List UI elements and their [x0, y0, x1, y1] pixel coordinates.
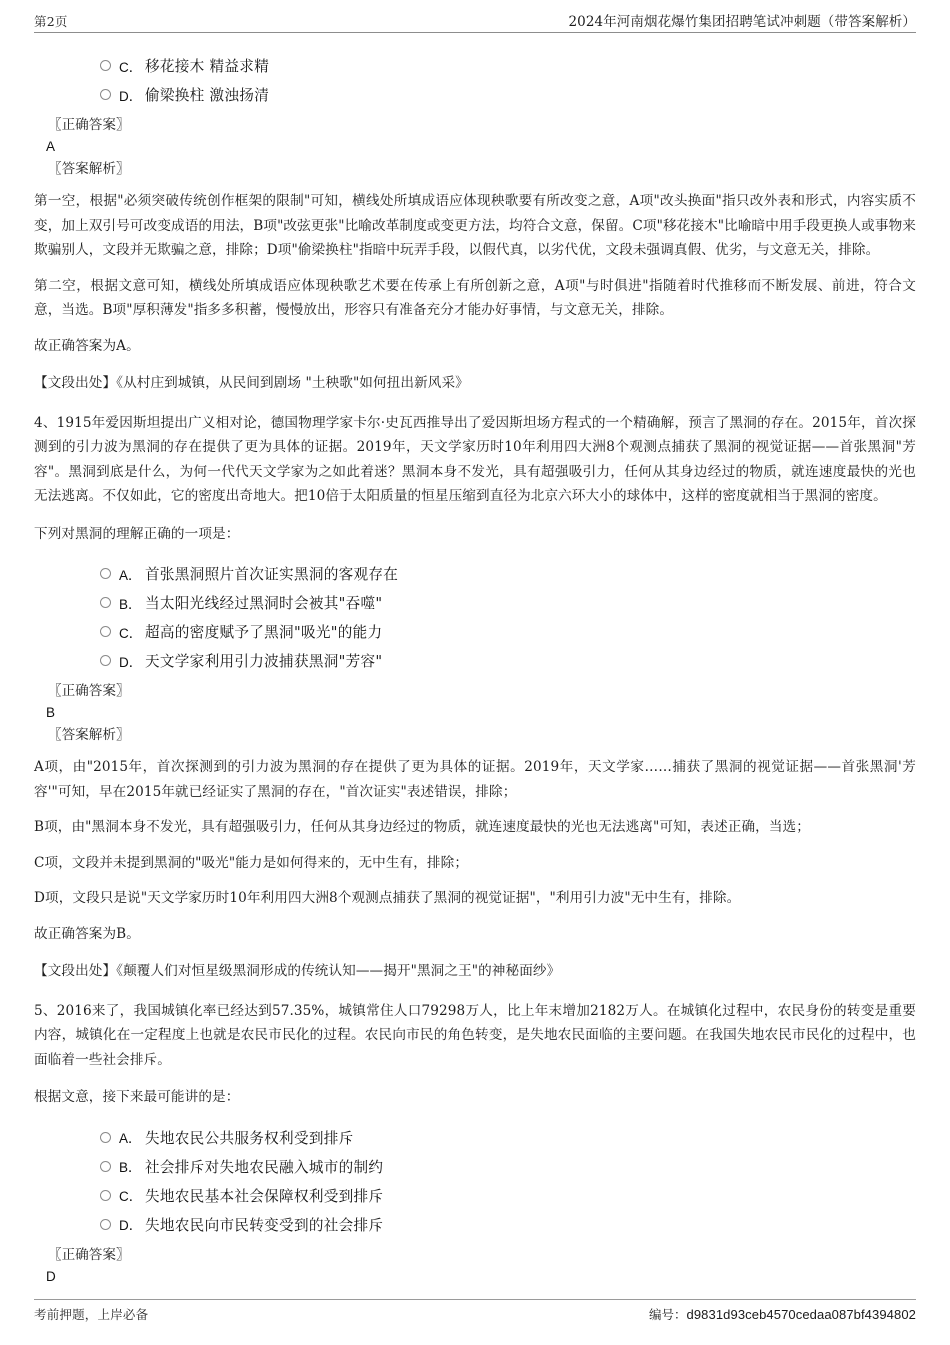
option-letter: C． — [119, 625, 143, 641]
option-letter: B． — [119, 596, 142, 612]
option-row[interactable] — [34, 617, 916, 646]
analysis-paragraph: C项，文段并未提到黑洞的"吸光"能力是如何得来的，无中生有，排除； — [34, 854, 469, 871]
source-label: 【文段出处】 — [34, 963, 117, 979]
option-text: 失地农民公共服务权利受到排斥 — [145, 1129, 354, 1147]
option-letter: D． — [119, 654, 143, 670]
radio-button-icon[interactable] — [100, 89, 111, 100]
page-number-label: 第2页 — [34, 14, 68, 29]
option-letter: C． — [119, 59, 143, 75]
source-text: 《从村庄到城镇，从民间到剧场 "土秧歌"如何扭出新风采》 — [116, 375, 469, 391]
option-text: 失地农民基本社会保障权利受到排斥 — [145, 1187, 384, 1205]
question5-stem: 根据文意，接下来最可能讲的是： — [34, 1089, 240, 1105]
option-row[interactable] — [34, 80, 916, 109]
spacer — [34, 180, 916, 189]
option-letter: D． — [119, 1218, 143, 1233]
option-text: 失地农民向市民转变受到的社会排斥 — [145, 1216, 384, 1234]
correct-answer-label: 〖正确答案〗 — [48, 117, 130, 133]
option-letter: C． — [119, 1189, 143, 1204]
option-text: 首张黑洞照片首次证实黑洞的客观存在 — [145, 566, 399, 583]
correct-answer-value: D — [46, 1268, 56, 1284]
correct-answer-value: B — [46, 705, 56, 720]
correct-answer-label: 〖正确答案〗 — [48, 683, 130, 699]
spacer — [34, 746, 916, 755]
footer-code-label: 编号： — [649, 1307, 687, 1322]
option-text: 超高的密度赋予了黑洞"吸光"的能力 — [145, 624, 383, 641]
option-text: 天文学家利用引力波捕获黑洞"芳容" — [145, 653, 383, 670]
source-label: 【文段出处】 — [34, 375, 117, 391]
option-row[interactable] — [34, 1210, 916, 1239]
analysis-conclusion: 故正确答案为A。 — [34, 337, 140, 354]
radio-button-icon[interactable] — [100, 626, 111, 637]
analysis-paragraph: D项，文段只是说"天文学家历时10年利用四大洲8个观测点捕获了黑洞的视觉证据"，"利用引力波"无中生有，排除。 — [34, 890, 741, 906]
radio-button-icon[interactable] — [100, 1190, 111, 1201]
radio-button-icon[interactable] — [100, 1219, 111, 1230]
question4-passage: 4、1915年爱因斯坦提出广义相对论，德国物理学家卡尔·史瓦西推导出了爱因斯坦场方程式的一个精确解，预言了黑洞的存在。2015年，首次探测到的引力波为黑洞的存在提供了更为具体的证据。2019年，天文学家历时10年利用四大洲8个观测点捕获了黑洞的视觉证据——首张黑洞"芳容"。黑洞到底是什么，为何一代代天文学家为之如此着迷？黑洞本身不发光，具有超强吸引力，任何从其身边经过的物质，就连速度最快的光也无法逃离。不仅如此，它的密度出奇地大。把10倍于太阳质量的恒星压缩到直径为北京六环大小的球体中，这样的密度就相当于黑洞的密度。 — [34, 414, 916, 504]
question3-option-list — [34, 51, 916, 109]
option-text: 当太阳光线经过黑洞时会被其"吞噬" — [145, 595, 383, 612]
source-text: 《颠覆人们对恒星级黑洞形成的传统认知——揭开"黑洞之王"的神秘面纱》 — [116, 963, 561, 979]
answer-analysis-label: 〖答案解析〗 — [48, 161, 130, 177]
passage-source — [34, 959, 916, 984]
question5-passage: 5、2016来了，我国城镇化率已经达到57.35%，城镇常住人口79298万人，比上年末增加2182万人。在城镇化过程中，农民身份的转变是重要内容，城镇化在一定程度上也就是农民市民化的过程。农民向市民的角色转变，是失地农民面临的主要问题。在我国失地农民市民化的过程中，也面临着一些社会排斥。 — [34, 1002, 916, 1068]
page-header — [34, 0, 916, 33]
option-letter: A． — [119, 1131, 142, 1146]
option-letter: B． — [119, 1160, 142, 1175]
option-row[interactable] — [34, 51, 916, 80]
radio-button-icon[interactable] — [100, 1132, 111, 1143]
radio-button-icon[interactable] — [100, 568, 111, 579]
analysis-paragraph: B项，由"黑洞本身不发光，具有超强吸引力，任何从其身边经过的物质，就连速度最快的光也无法逃离"可知，表述正确，当选； — [34, 819, 810, 835]
page-footer — [34, 1299, 916, 1323]
footer-code-value: d9831d93ceb4570cedaa087bf4394802 — [686, 1307, 916, 1322]
correct-answer-value: A — [46, 139, 56, 154]
question4-option-list — [34, 559, 916, 675]
option-row[interactable] — [34, 1152, 916, 1181]
analysis-paragraph: 第一空，根据"必须突破传统创作框架的限制"可知，横线处所填成语应体现秧歌要有所改变之意，A项"改头换面"指只改外表和形式，内容实质不变，加上双引号可改变成语的用法，B项"改弦更张"比喻改革制度或变更方法，均符合文意，保留。C项"移花接木"比喻暗中用手段更换人或事物来欺骗别人，文段并无欺骗之意，排除；D项"偷梁换柱"指暗中玩弄手段，以假代真，以劣代优，文段未强调真假、优劣，与文意无关，排除。 — [34, 193, 916, 258]
option-row[interactable] — [34, 588, 916, 617]
correct-answer-label: 〖正确答案〗 — [48, 1246, 130, 1263]
radio-button-icon[interactable] — [100, 1161, 111, 1172]
analysis-conclusion: 故正确答案为B。 — [34, 925, 140, 942]
radio-button-icon[interactable] — [100, 597, 111, 608]
question5-option-list — [34, 1123, 916, 1239]
option-row[interactable] — [34, 1123, 916, 1152]
option-text: 社会排斥对失地农民融入城市的制约 — [145, 1158, 384, 1176]
footer-code — [649, 1305, 916, 1323]
document-title: 2024年河南烟花爆竹集团招聘笔试冲刺题（带答案解析） — [568, 14, 916, 30]
question4-stem: 下列对黑洞的理解正确的一项是： — [34, 525, 240, 542]
option-text: 移花接木 精益求精 — [145, 58, 270, 75]
radio-button-icon[interactable] — [100, 655, 111, 666]
option-letter: A． — [119, 567, 142, 583]
analysis-paragraph: 第二空，根据文意可知，横线处所填成语应体现秧歌艺术要在传承上有所创新之意，A项"与时俱进"指随着时代推移而不断发展、前进，符合文意，当选。B项"厚积薄发"指多多积蓄，慢慢放出，形容只有准备充分才能办好事情，与文意无关，排除。 — [34, 277, 916, 318]
answer-analysis-label: 〖答案解析〗 — [48, 727, 130, 743]
footer-slogan: 考前押题，上岸必备 — [34, 1307, 149, 1322]
option-row[interactable] — [34, 646, 916, 675]
option-row[interactable] — [34, 559, 916, 588]
radio-button-icon[interactable] — [100, 60, 111, 71]
analysis-paragraph: A项，由"2015年，首次探测到的引力波为黑洞的存在提供了更为具体的证据。2019年，天文学家……捕获了黑洞的视觉证据——首张黑洞'芳容'"可知，早在2015年就已经证实了黑洞的存在，"首次证实"表述错误，排除； — [34, 759, 916, 800]
option-text: 偷梁换柱 激浊扬清 — [145, 87, 270, 104]
option-row[interactable] — [34, 1181, 916, 1210]
option-letter: D． — [119, 88, 143, 104]
passage-source — [34, 371, 916, 396]
